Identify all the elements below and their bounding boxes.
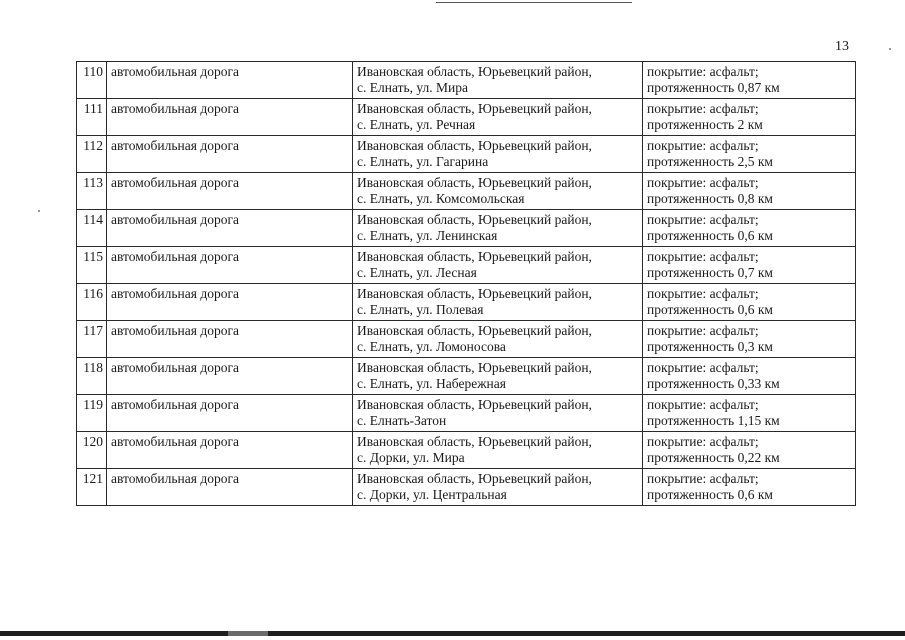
table-row xyxy=(77,136,856,173)
address-street: с. Елнать, ул. Комсомольская xyxy=(357,191,525,206)
table-row xyxy=(77,62,856,99)
address-street: с. Елнать, ул. Мира xyxy=(357,80,469,95)
row-number: 120 xyxy=(77,432,107,469)
surface-spec: покрытие: асфальт; xyxy=(647,323,759,338)
surface-spec: покрытие: асфальт; xyxy=(647,434,759,449)
table-row xyxy=(77,432,856,469)
address-street: с. Елнать, ул. Лесная xyxy=(357,265,477,280)
address-cell xyxy=(353,247,643,284)
surface-spec: покрытие: асфальт; xyxy=(647,175,759,190)
row-number: 121 xyxy=(77,469,107,506)
length-spec: протяженность 0,6 км xyxy=(647,487,773,502)
table-row xyxy=(77,321,856,358)
length-spec: протяженность 0,7 км xyxy=(647,265,773,280)
table-row xyxy=(77,210,856,247)
address-cell xyxy=(353,284,643,321)
address-street: с. Елнать, ул. Гагарина xyxy=(357,154,489,169)
address-region: Ивановская область, Юрьевецкий район, xyxy=(357,286,592,301)
object-type: автомобильная дорога xyxy=(107,469,353,506)
object-type: автомобильная дорога xyxy=(107,284,353,321)
address-region: Ивановская область, Юрьевецкий район, xyxy=(357,434,592,449)
surface-spec: покрытие: асфальт; xyxy=(647,397,759,412)
length-spec: протяженность 0,87 км xyxy=(647,80,780,95)
length-spec: протяженность 0,6 км xyxy=(647,302,773,317)
length-spec: протяженность 0,6 км xyxy=(647,228,773,243)
surface-spec: покрытие: асфальт; xyxy=(647,138,759,153)
spec-cell xyxy=(643,210,856,247)
row-number: 114 xyxy=(77,210,107,247)
table-row xyxy=(77,247,856,284)
spec-cell xyxy=(643,62,856,99)
surface-spec: покрытие: асфальт; xyxy=(647,249,759,264)
spec-cell xyxy=(643,284,856,321)
address-cell xyxy=(353,62,643,99)
object-type: автомобильная дорога xyxy=(107,247,353,284)
object-type: автомобильная дорога xyxy=(107,173,353,210)
scan-speck xyxy=(889,48,891,50)
table-row xyxy=(77,395,856,432)
spec-cell xyxy=(643,173,856,210)
row-number: 119 xyxy=(77,395,107,432)
table-row xyxy=(77,469,856,506)
object-type: автомобильная дорога xyxy=(107,395,353,432)
address-region: Ивановская область, Юрьевецкий район, xyxy=(357,175,592,190)
object-type: автомобильная дорога xyxy=(107,99,353,136)
address-region: Ивановская область, Юрьевецкий район, xyxy=(357,471,592,486)
address-cell xyxy=(353,432,643,469)
address-street: с. Елнать, ул. Полевая xyxy=(357,302,484,317)
row-number: 111 xyxy=(77,99,107,136)
object-type: автомобильная дорога xyxy=(107,321,353,358)
object-type: автомобильная дорога xyxy=(107,210,353,247)
spec-cell xyxy=(643,136,856,173)
address-cell xyxy=(353,469,643,506)
address-street: с. Елнать-Затон xyxy=(357,413,447,428)
surface-spec: покрытие: асфальт; xyxy=(647,286,759,301)
table-row xyxy=(77,173,856,210)
length-spec: протяженность 1,15 км xyxy=(647,413,780,428)
surface-spec: покрытие: асфальт; xyxy=(647,101,759,116)
spec-cell xyxy=(643,395,856,432)
address-region: Ивановская область, Юрьевецкий район, xyxy=(357,138,592,153)
object-type: автомобильная дорога xyxy=(107,62,353,99)
object-type: автомобильная дорога xyxy=(107,136,353,173)
spec-cell xyxy=(643,247,856,284)
row-number: 110 xyxy=(77,62,107,99)
roads-table xyxy=(76,61,856,506)
address-street: с. Дорки, ул. Центральная xyxy=(357,487,507,502)
scan-bottom-border-gap xyxy=(228,631,268,636)
address-region: Ивановская область, Юрьевецкий район, xyxy=(357,64,592,79)
object-type: автомобильная дорога xyxy=(107,432,353,469)
address-street: с. Елнать, ул. Ленинская xyxy=(357,228,498,243)
address-region: Ивановская область, Юрьевецкий район, xyxy=(357,323,592,338)
scan-speck xyxy=(38,210,40,212)
row-number: 113 xyxy=(77,173,107,210)
row-number: 117 xyxy=(77,321,107,358)
address-cell xyxy=(353,136,643,173)
length-spec: протяженность 0,3 км xyxy=(647,339,773,354)
address-region: Ивановская область, Юрьевецкий район, xyxy=(357,212,592,227)
length-spec: протяженность 0,22 км xyxy=(647,450,780,465)
address-street: с. Елнать, ул. Набережная xyxy=(357,376,506,391)
table-row xyxy=(77,99,856,136)
address-region: Ивановская область, Юрьевецкий район, xyxy=(357,101,592,116)
surface-spec: покрытие: асфальт; xyxy=(647,471,759,486)
row-number: 112 xyxy=(77,136,107,173)
top-rule xyxy=(436,2,632,3)
table-row xyxy=(77,284,856,321)
page-number: 13 xyxy=(835,39,849,54)
length-spec: протяженность 2,5 км xyxy=(647,154,773,169)
table-row xyxy=(77,358,856,395)
row-number: 118 xyxy=(77,358,107,395)
spec-cell xyxy=(643,99,856,136)
address-region: Ивановская область, Юрьевецкий район, xyxy=(357,397,592,412)
spec-cell xyxy=(643,469,856,506)
scan-bottom-border xyxy=(0,631,905,636)
length-spec: протяженность 0,33 км xyxy=(647,376,780,391)
length-spec: протяженность 0,8 км xyxy=(647,191,773,206)
address-street: с. Елнать, ул. Речная xyxy=(357,117,476,132)
surface-spec: покрытие: асфальт; xyxy=(647,360,759,375)
address-region: Ивановская область, Юрьевецкий район, xyxy=(357,249,592,264)
surface-spec: покрытие: асфальт; xyxy=(647,212,759,227)
object-type: автомобильная дорога xyxy=(107,358,353,395)
address-cell xyxy=(353,210,643,247)
address-cell xyxy=(353,321,643,358)
address-region: Ивановская область, Юрьевецкий район, xyxy=(357,360,592,375)
address-street: с. Дорки, ул. Мира xyxy=(357,450,465,465)
row-number: 116 xyxy=(77,284,107,321)
address-street: с. Елнать, ул. Ломоносова xyxy=(357,339,506,354)
address-cell xyxy=(353,395,643,432)
spec-cell xyxy=(643,321,856,358)
length-spec: протяженность 2 км xyxy=(647,117,763,132)
address-cell xyxy=(353,173,643,210)
surface-spec: покрытие: асфальт; xyxy=(647,64,759,79)
spec-cell xyxy=(643,432,856,469)
row-number: 115 xyxy=(77,247,107,284)
address-cell xyxy=(353,99,643,136)
roads-table-body xyxy=(77,62,856,506)
spec-cell xyxy=(643,358,856,395)
address-cell xyxy=(353,358,643,395)
